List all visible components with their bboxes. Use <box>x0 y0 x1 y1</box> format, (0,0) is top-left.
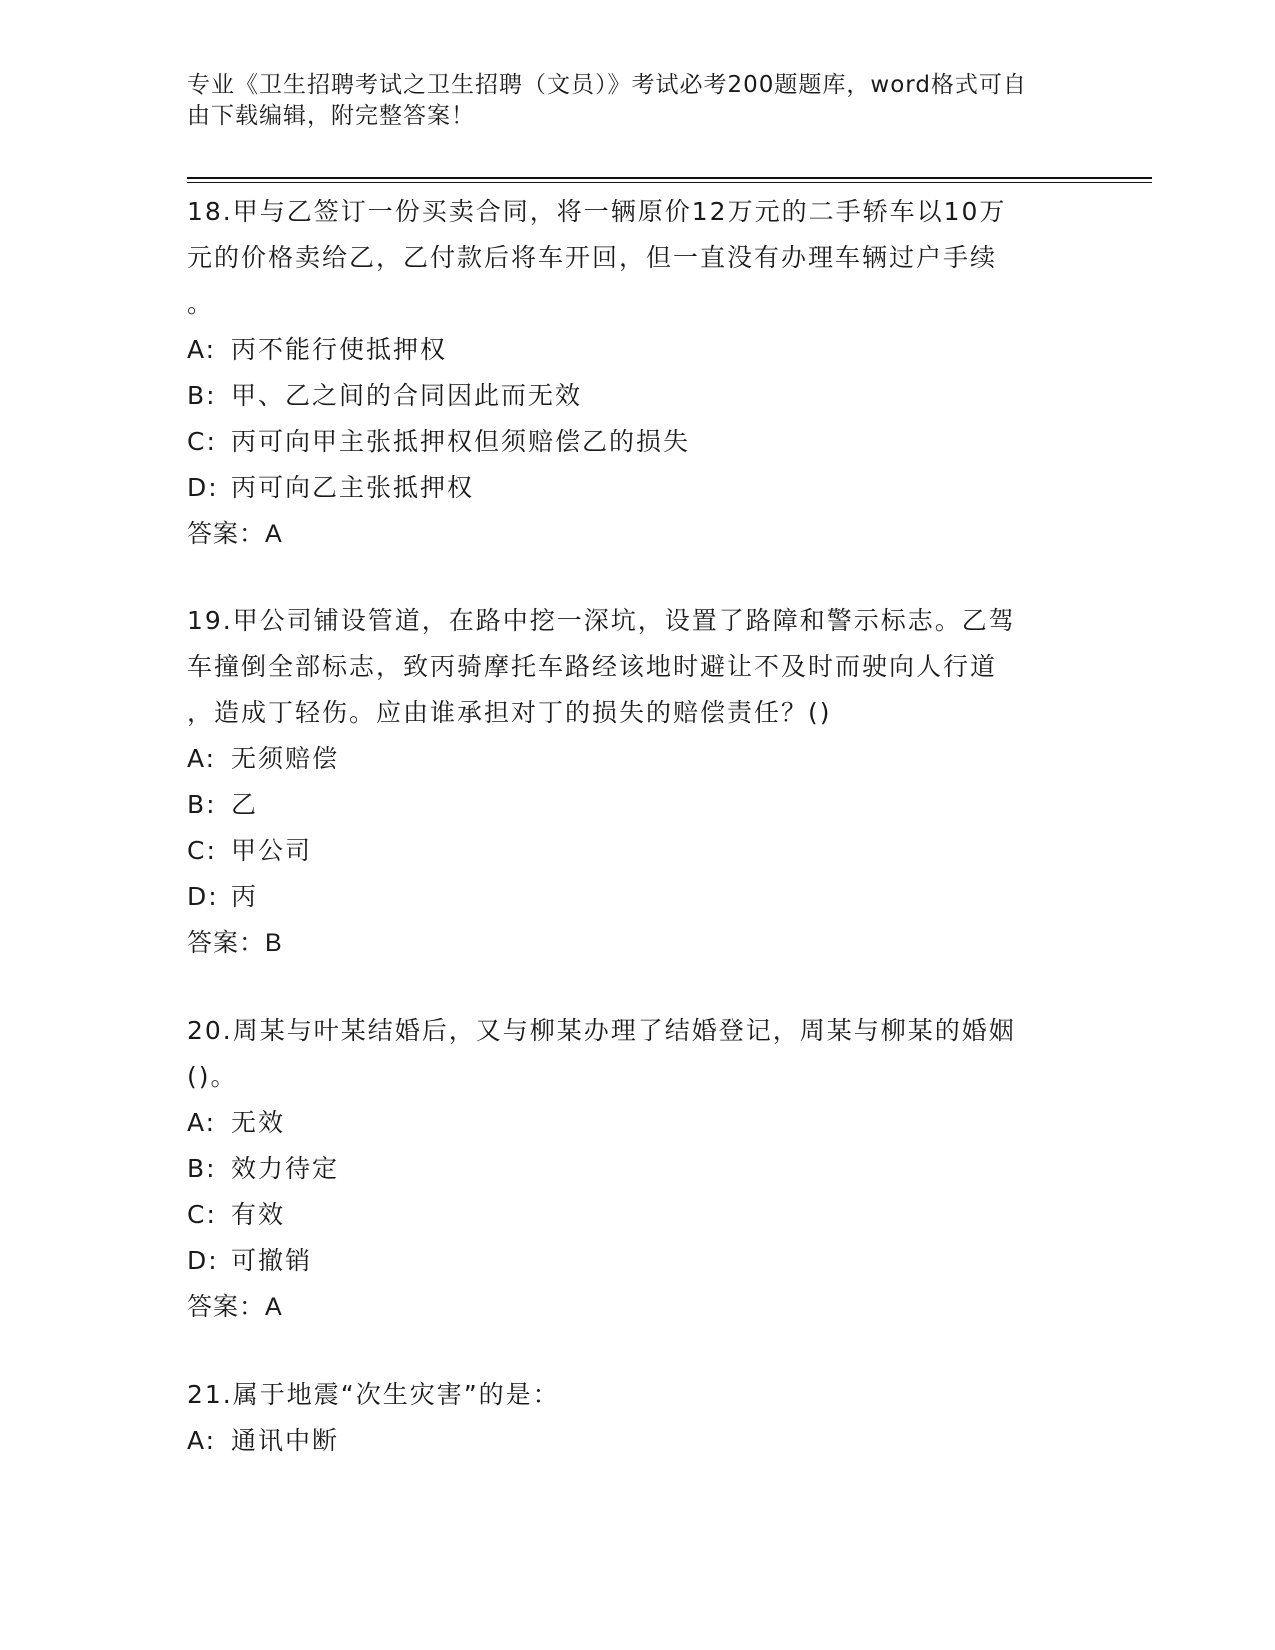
option-a <box>187 736 1077 782</box>
header-line-1: 专业《卫生招聘考试之卫生招聘（文员）》考试必考200题题库，word格式可自 <box>187 72 1027 98</box>
option-letter: B: <box>187 381 217 410</box>
header-divider-thick <box>187 177 1152 179</box>
option-letter: D: <box>187 473 219 502</box>
question-19 <box>187 598 1077 966</box>
option-letter: D: <box>187 1246 219 1275</box>
option-letter: B: <box>187 1154 217 1183</box>
option-d <box>187 874 1077 920</box>
header-line-2: 由下载编辑，附完整答案！ <box>187 103 475 129</box>
option-letter: C: <box>187 1200 217 1229</box>
option-text: 无须赔偿 <box>231 744 340 773</box>
option-text: 通讯中断 <box>231 1426 340 1455</box>
question-text-line: 21.属于地震“次生灾害”的是： <box>187 1380 560 1409</box>
option-letter: A: <box>187 335 217 364</box>
option-text: 丙可向乙主张抵押权 <box>231 473 475 502</box>
option-text: 乙 <box>231 790 259 819</box>
option-text: 效力待定 <box>231 1154 340 1183</box>
option-letter: B: <box>187 790 217 819</box>
document-header <box>187 70 1067 132</box>
answer-line: 答案：B <box>187 929 283 957</box>
question-text-line: 19.甲公司铺设管道，在路中挖一深坑，设置了路障和警示标志。乙驾 <box>187 606 1016 635</box>
option-a <box>187 327 1077 373</box>
option-b <box>187 373 1077 419</box>
question-21 <box>187 1372 1077 1464</box>
answer-line: 答案：A <box>187 520 283 548</box>
option-text: 有效 <box>231 1200 286 1229</box>
option-letter: C: <box>187 427 217 456</box>
question-20 <box>187 1008 1077 1330</box>
question-text-line: ，造成丁轻伤。应由谁承担对丁的损失的赔偿责任？() <box>187 698 832 727</box>
option-d <box>187 465 1077 511</box>
option-letter: A: <box>187 1426 217 1455</box>
option-c <box>187 828 1077 874</box>
option-c <box>187 1192 1077 1238</box>
option-text: 丙可向甲主张抵押权但须赔偿乙的损失 <box>231 427 691 456</box>
question-text-line: 元的价格卖给乙，乙付款后将车开回，但一直没有办理车辆过户手续 <box>187 243 998 272</box>
question-text-line: ()。 <box>187 1062 238 1091</box>
option-letter: C: <box>187 836 217 865</box>
option-text: 可撤销 <box>231 1246 313 1275</box>
question-text-line: 18.甲与乙签订一份买卖合同，将一辆原价12万元的二手轿车以10万 <box>187 197 1007 226</box>
option-b <box>187 782 1077 828</box>
option-letter: D: <box>187 882 219 911</box>
question-text-line: 车撞倒全部标志，致丙骑摩托车路经该地时避让不及时而驶向人行道 <box>187 652 998 681</box>
option-text: 甲公司 <box>231 836 313 865</box>
answer-line: 答案：A <box>187 1293 283 1321</box>
option-letter: A: <box>187 1108 217 1137</box>
option-d <box>187 1238 1077 1284</box>
option-b <box>187 1146 1077 1192</box>
option-text: 丙不能行使抵押权 <box>231 335 448 364</box>
option-text: 无效 <box>231 1108 286 1137</box>
option-a <box>187 1100 1077 1146</box>
option-text: 丙 <box>231 882 259 911</box>
header-divider-thin <box>187 182 1152 183</box>
question-text-line: 。 <box>187 289 215 318</box>
question-18 <box>187 189 1077 557</box>
option-a <box>187 1418 1077 1464</box>
option-c <box>187 419 1077 465</box>
question-text-line: 20.周某与叶某结婚后，又与柳某办理了结婚登记，周某与柳某的婚姻 <box>187 1016 1016 1045</box>
option-text: 甲、乙之间的合同因此而无效 <box>231 381 583 410</box>
option-letter: A: <box>187 744 217 773</box>
